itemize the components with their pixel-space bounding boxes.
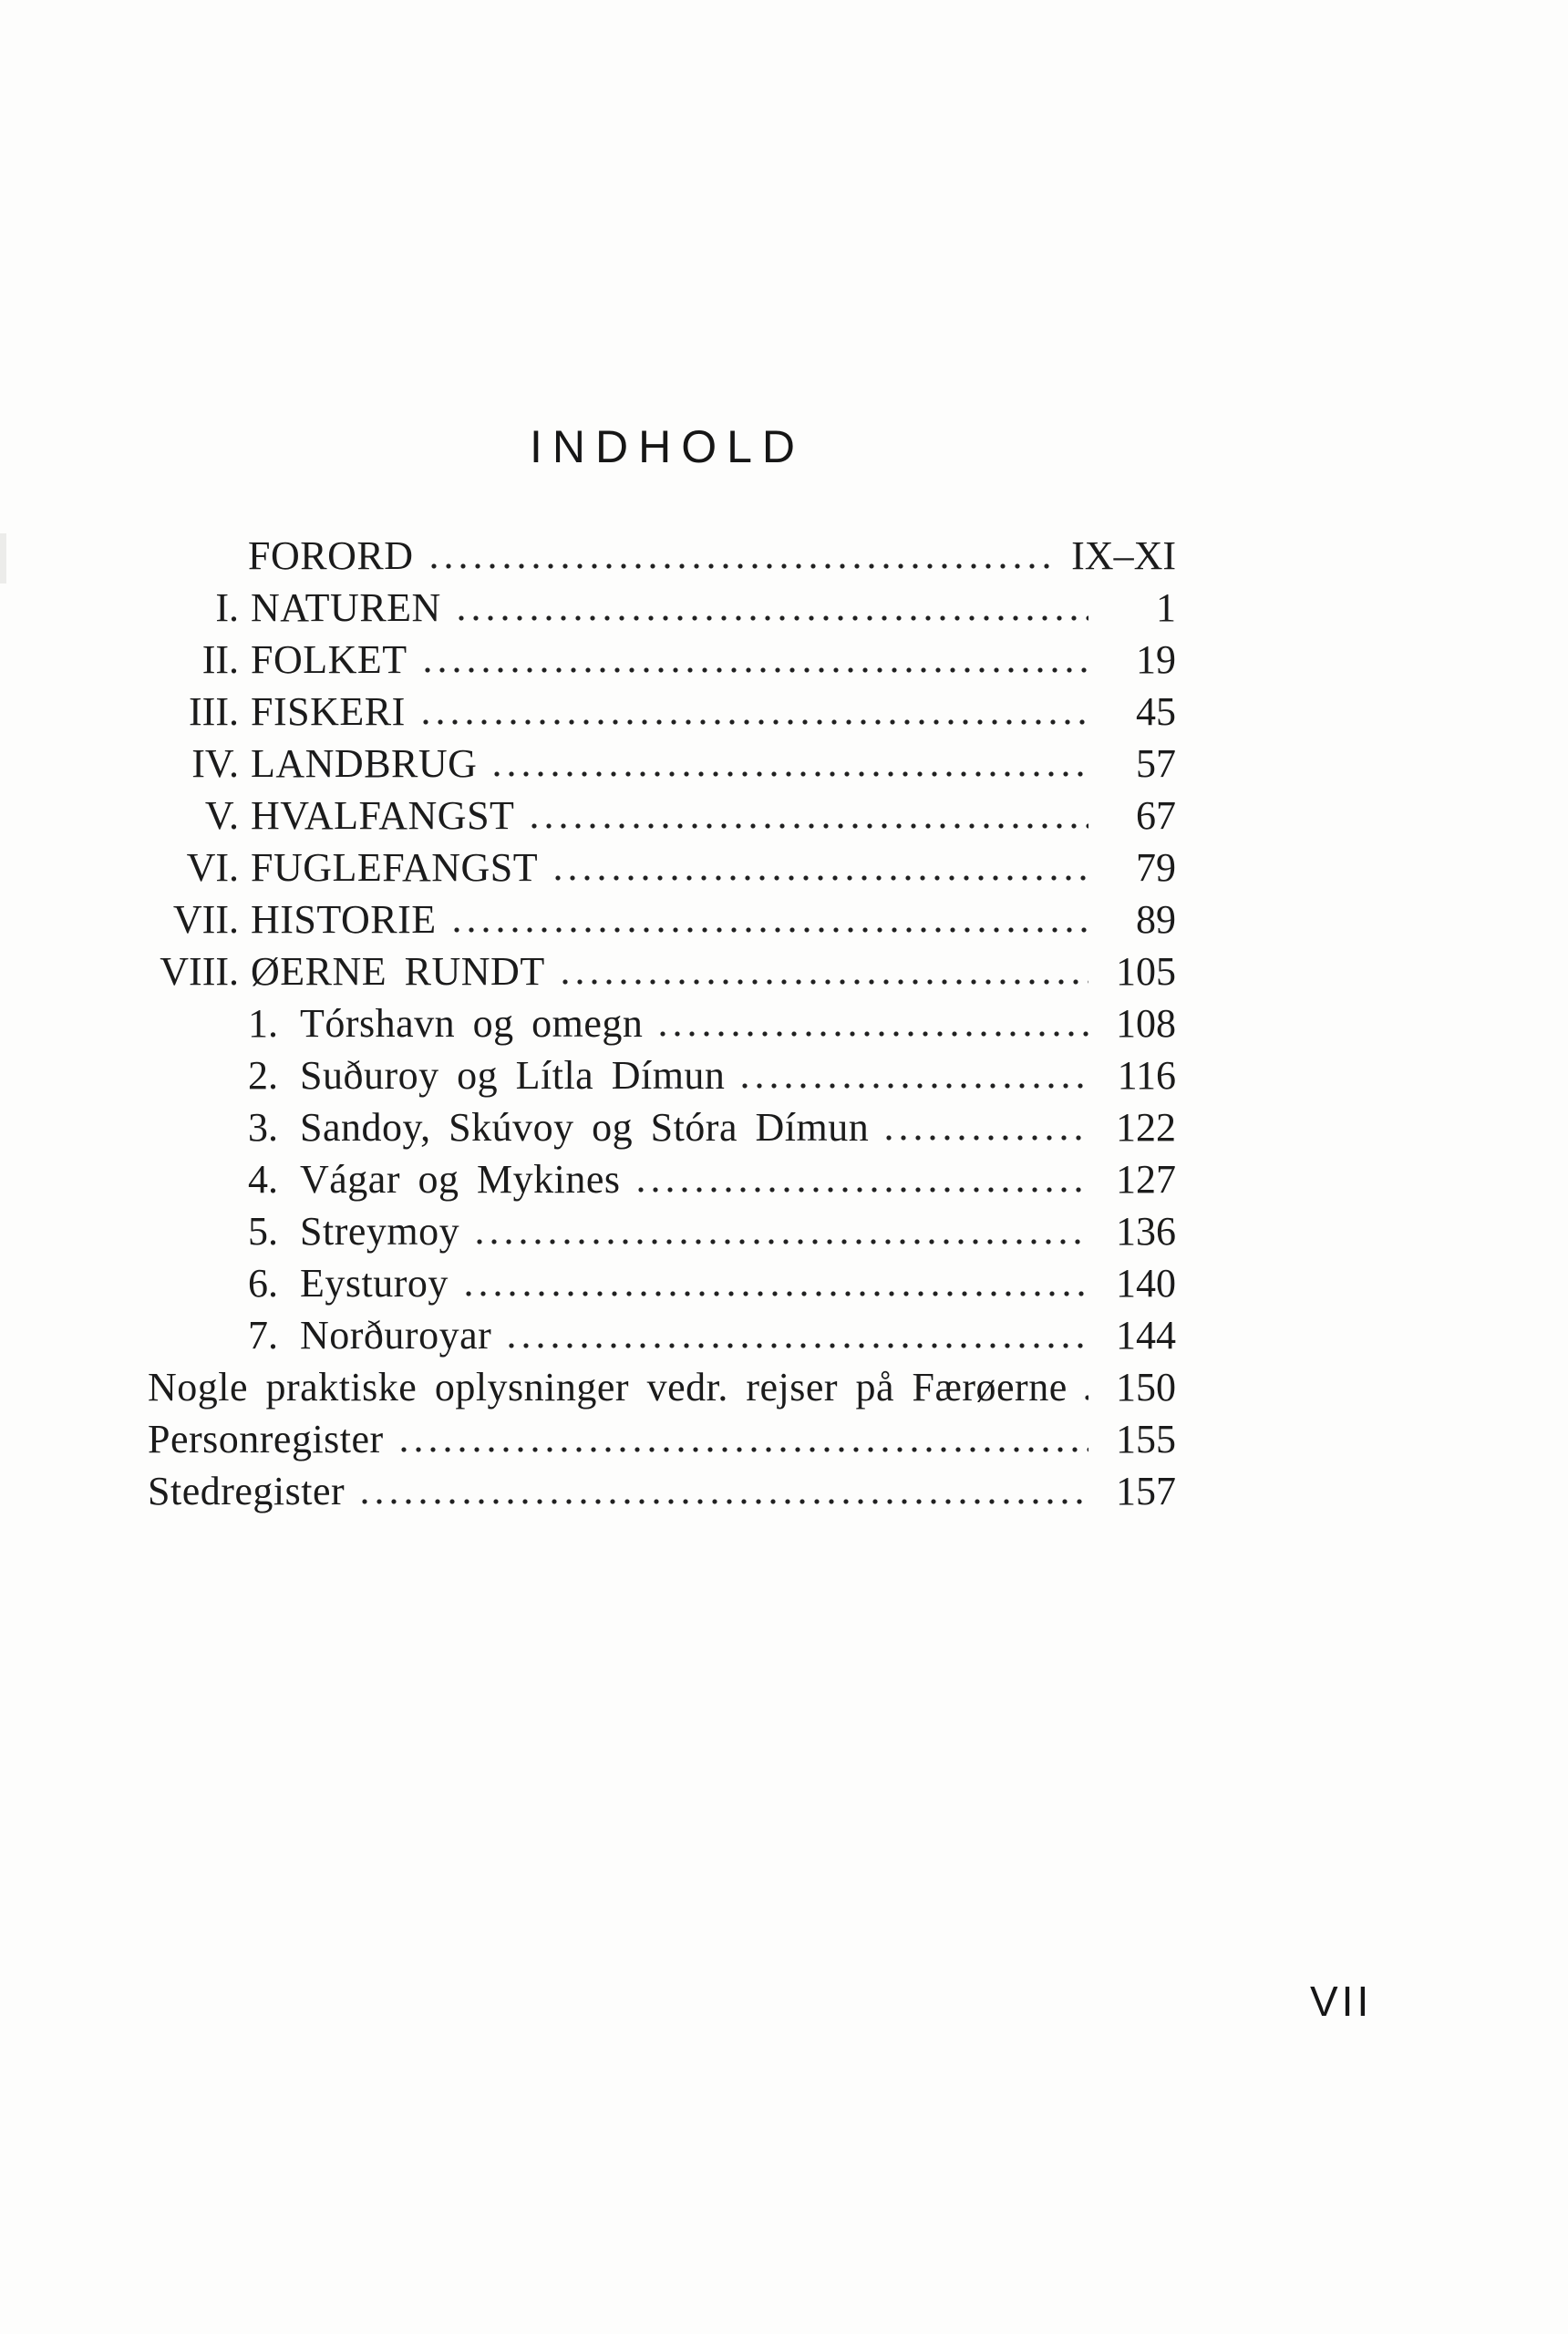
dot-leader — [449, 893, 1088, 945]
toc-entry-number: VII. — [172, 897, 239, 942]
toc-entry-label: FUGLEFANGST — [251, 845, 539, 890]
toc-entry-page: 1 — [1156, 585, 1176, 630]
toc-entry-label: Personregister — [148, 1417, 384, 1461]
toc-entry-page: 79 — [1136, 845, 1176, 890]
toc-entry-number: 3. — [248, 1105, 278, 1150]
toc-entry-page: IX–XI — [1071, 533, 1176, 578]
dot-leader — [397, 1413, 1088, 1465]
toc-entry-label: Stedregister — [148, 1469, 346, 1513]
toc-entry — [148, 945, 1176, 997]
toc-entry-page: 57 — [1136, 741, 1176, 786]
toc-entry — [148, 634, 1176, 686]
dot-leader — [504, 1309, 1088, 1361]
toc-entry-number: V. — [204, 793, 239, 838]
toc-entry — [148, 1465, 1176, 1517]
dot-leader — [527, 790, 1088, 842]
dot-leader — [472, 1205, 1088, 1257]
dot-leader — [558, 945, 1088, 997]
toc-entry-number: 5. — [248, 1209, 278, 1254]
toc-entry-page: 89 — [1136, 897, 1176, 942]
toc-entry — [148, 1413, 1176, 1465]
toc-entry — [148, 738, 1176, 790]
page-title: INDHOLD — [529, 421, 806, 472]
toc-entry — [148, 1049, 1176, 1101]
scan-edge-artifact — [0, 533, 6, 584]
dot-leader — [634, 1153, 1089, 1205]
toc-entry — [148, 582, 1176, 634]
toc-entry-number: 2. — [248, 1053, 278, 1098]
toc-entry-page: 45 — [1136, 689, 1176, 734]
toc-entry-page: 155 — [1116, 1417, 1176, 1461]
dot-leader — [655, 997, 1088, 1049]
toc-entry-page: 144 — [1116, 1313, 1176, 1358]
dot-leader — [420, 634, 1088, 686]
toc-entry-number: 1. — [248, 1001, 278, 1046]
toc-entry — [148, 686, 1176, 738]
toc-entry-number: VI. — [186, 845, 239, 890]
toc-entry-page: 157 — [1116, 1469, 1176, 1513]
dot-leader — [357, 1465, 1088, 1517]
toc-entry-number: III. — [189, 689, 239, 734]
toc-entry-page: 105 — [1116, 949, 1176, 994]
toc-entry-label: LANDBRUG — [251, 741, 478, 786]
toc-entry-number: IV. — [191, 741, 239, 786]
toc-entry-label: Streymoy — [300, 1209, 460, 1254]
toc-entry — [148, 1205, 1176, 1257]
toc-entry-page: 116 — [1117, 1053, 1176, 1098]
toc-entry-label: ØERNE RUNDT — [251, 949, 545, 994]
toc-entry-label: Norðuroyar — [300, 1313, 492, 1358]
toc-entry — [148, 1309, 1176, 1361]
toc-entry-number: II. — [201, 637, 239, 682]
dot-leader — [427, 530, 1059, 582]
dot-leader — [461, 1257, 1088, 1309]
toc-entry-label: HISTORIE — [251, 897, 437, 942]
dot-leader — [418, 686, 1088, 738]
toc-entry — [148, 530, 1176, 582]
toc-entry-label: Vágar og Mykines — [300, 1157, 621, 1202]
toc-entry-page: 127 — [1116, 1157, 1176, 1202]
dot-leader — [738, 1049, 1088, 1101]
toc-entry-page: 150 — [1116, 1365, 1176, 1410]
page-folio-number: VII — [1310, 1978, 1373, 2025]
toc-entry — [148, 1101, 1176, 1153]
toc-entry-label: Nogle praktiske oplysninger vedr. rejser på Færøerne — [148, 1365, 1068, 1410]
toc-entry — [148, 1257, 1176, 1309]
toc-entry — [148, 1361, 1176, 1413]
toc-entry-number: 7. — [248, 1313, 278, 1358]
toc-entry-number: VIII. — [160, 949, 239, 994]
toc-entry — [148, 893, 1176, 945]
toc-entry-page: 122 — [1116, 1105, 1176, 1150]
toc-entry-label: FORORD — [248, 533, 414, 578]
toc-entry — [148, 1153, 1176, 1205]
toc-entry-number: 4. — [248, 1157, 278, 1202]
toc-entry — [148, 790, 1176, 842]
toc-entry-number: 6. — [248, 1261, 278, 1306]
toc-entry-page: 140 — [1116, 1261, 1176, 1306]
toc-entry-page: 19 — [1136, 637, 1176, 682]
toc-entry-page: 108 — [1116, 1001, 1176, 1046]
dot-leader — [882, 1101, 1088, 1153]
toc-entry-label: NATUREN — [251, 585, 441, 630]
dot-leader — [551, 842, 1088, 893]
toc-entry-label: FISKERI — [251, 689, 406, 734]
toc-entry-number: I. — [215, 585, 239, 630]
toc-entry — [148, 842, 1176, 893]
toc-entry-label: HVALFANGST — [251, 793, 515, 838]
toc-entry-label: FOLKET — [251, 637, 407, 682]
dot-leader — [454, 582, 1088, 634]
toc-entry-label: Eysturoy — [300, 1261, 449, 1306]
toc-entry-page: 136 — [1116, 1209, 1176, 1254]
toc-entry-page: 67 — [1136, 793, 1176, 838]
table-of-contents — [148, 530, 1176, 1517]
toc-entry — [148, 997, 1176, 1049]
dot-leader — [490, 738, 1088, 790]
toc-entry-label: Suðuroy og Lítla Dímun — [300, 1053, 726, 1098]
dot-leader — [1080, 1361, 1088, 1413]
toc-entry-label: Sandoy, Skúvoy og Stóra Dímun — [300, 1105, 870, 1150]
toc-entry-label: Tórshavn og omegn — [300, 1001, 644, 1046]
